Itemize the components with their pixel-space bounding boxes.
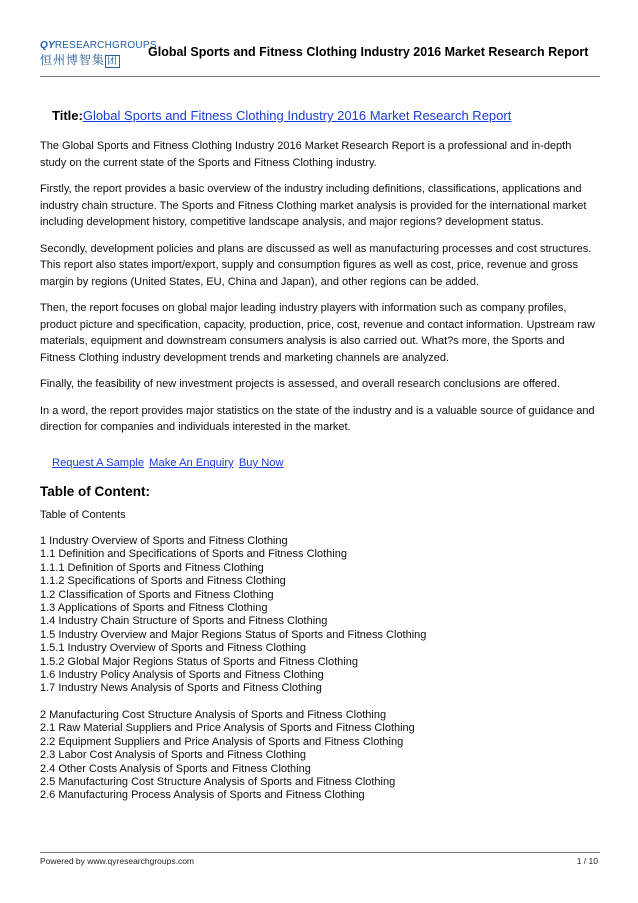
toc-item: 1.1.2 Specifications of Sports and Fitness Clothing xyxy=(40,575,286,588)
header-divider xyxy=(40,76,600,77)
paragraph-then: Then, the report focuses on global major leading industry players with information such as company profiles, product picture and specification, capacity, production, price, cost, revenue and contact information. Upstream raw materials, equipment and downstream consumers analysis is also carried out. What?s more, the Sports and Fitness Clothing industry development trends and marketing channels are analyzed. xyxy=(40,302,595,364)
request-sample-link[interactable]: Request A Sample xyxy=(52,457,145,469)
toc-item: 1.3 Applications of Sports and Fitness Clothing xyxy=(40,602,268,615)
buy-now-link[interactable]: Buy Now xyxy=(238,457,284,469)
toc-spacer xyxy=(40,696,600,709)
toc-item: 2.5 Manufacturing Cost Structure Analysis of Sports and Fitness Clothing xyxy=(40,775,396,788)
title-label: Title: xyxy=(52,108,83,123)
page-header xyxy=(40,36,600,76)
toc-item: 2.2 Equipment Suppliers and Price Analysis of Sports and Fitness Clothing xyxy=(40,735,404,748)
paragraph-intro: The Global Sports and Fitness Clothing Industry 2016 Market Research Report is a professional and in-depth study on the current state of the Sports and Fitness Clothing industry. xyxy=(40,140,572,169)
toc-item: 1.5.1 Industry Overview of Sports and Fitness Clothing xyxy=(40,642,306,655)
footer-divider xyxy=(40,852,600,853)
paragraph-summary: In a word, the report provides major statistics on the state of the industry and is a valuable source of guidance and direction for companies and individuals interested in the market. xyxy=(40,404,595,433)
logo-wordmark: RESEARCHGROUPS xyxy=(54,40,157,51)
toc-item: 2.4 Other Costs Analysis of Sports and Fitness Clothing xyxy=(40,762,311,775)
toc-item: 1.2 Classification of Sports and Fitness Clothing xyxy=(40,588,274,601)
company-logo xyxy=(40,40,157,74)
toc-heading: Table of Content: xyxy=(40,484,150,499)
logo-chinese-name: 恒州博智集 xyxy=(40,53,106,67)
make-enquiry-link[interactable]: Make An Enquiry xyxy=(149,457,234,469)
page-number: 1 / 10 xyxy=(576,856,598,866)
toc-item: 2 Manufacturing Cost Structure Analysis of Sports and Fitness Clothing xyxy=(40,708,387,721)
toc-item: 2.3 Labor Cost Analysis of Sports and Fitness Clothing xyxy=(40,749,306,762)
paragraph-firstly: Firstly, the report provides a basic overview of the industry including definitions, classifications, applications and industry chain structure. The Sports and Fitness Clothing market analysis is provided for the international market including development history, competitive landscape analysis, and major regions? development status. xyxy=(40,183,587,228)
toc-item: 1.5 Industry Overview and Major Regions Status of Sports and Fitness Clothing xyxy=(40,628,427,641)
paragraph-secondly: Secondly, development policies and plans are discussed as well as manufacturing processes and cost structures. This report also states import/export, supply and consumption figures as well as cost, price, revenue and gross margin by regions (United States, EU, China and Japan), and other regions can be added. xyxy=(40,242,592,288)
toc-item: 2.6 Manufacturing Process Analysis of Sports and Fitness Clothing xyxy=(40,789,365,802)
logo-mark: QY xyxy=(40,40,55,51)
report-title-link[interactable]: Global Sports and Fitness Clothing Industry 2016 Market Research Report xyxy=(82,108,512,123)
toc-item: 1.1.1 Definition of Sports and Fitness Clothing xyxy=(40,561,264,574)
toc-item: 1 Industry Overview of Sports and Fitness Clothing xyxy=(40,535,288,547)
toc-item: 1.1 Definition and Specifications of Sports and Fitness Clothing xyxy=(40,548,347,561)
toc-item: 1.5.2 Global Major Regions Status of Sports and Fitness Clothing xyxy=(40,655,358,668)
table-of-contents xyxy=(40,535,600,803)
footer-powered-by: Powered by www.qyresearchgroups.com xyxy=(40,856,195,866)
paragraph-finally: Finally, the feasibility of new investment projects is assessed, and overall research conclusions are offered. xyxy=(40,378,560,390)
toc-subheading: Table of Contents xyxy=(40,509,126,521)
header-title: Global Sports and Fitness Clothing Industry 2016 Market Research Report xyxy=(148,45,589,59)
toc-item: 1.7 Industry News Analysis of Sports and Fitness Clothing xyxy=(40,682,322,695)
report-description xyxy=(40,138,600,446)
toc-item: 1.4 Industry Chain Structure of Sports and Fitness Clothing xyxy=(40,615,328,628)
report-title-line xyxy=(52,108,511,123)
toc-item: 2.1 Raw Material Suppliers and Price Analysis of Sports and Fitness Clothing xyxy=(40,722,415,735)
logo-chinese-boxed-char: 团 xyxy=(107,56,119,67)
action-links xyxy=(52,457,286,469)
toc-item: 1.6 Industry Policy Analysis of Sports and Fitness Clothing xyxy=(40,669,324,682)
